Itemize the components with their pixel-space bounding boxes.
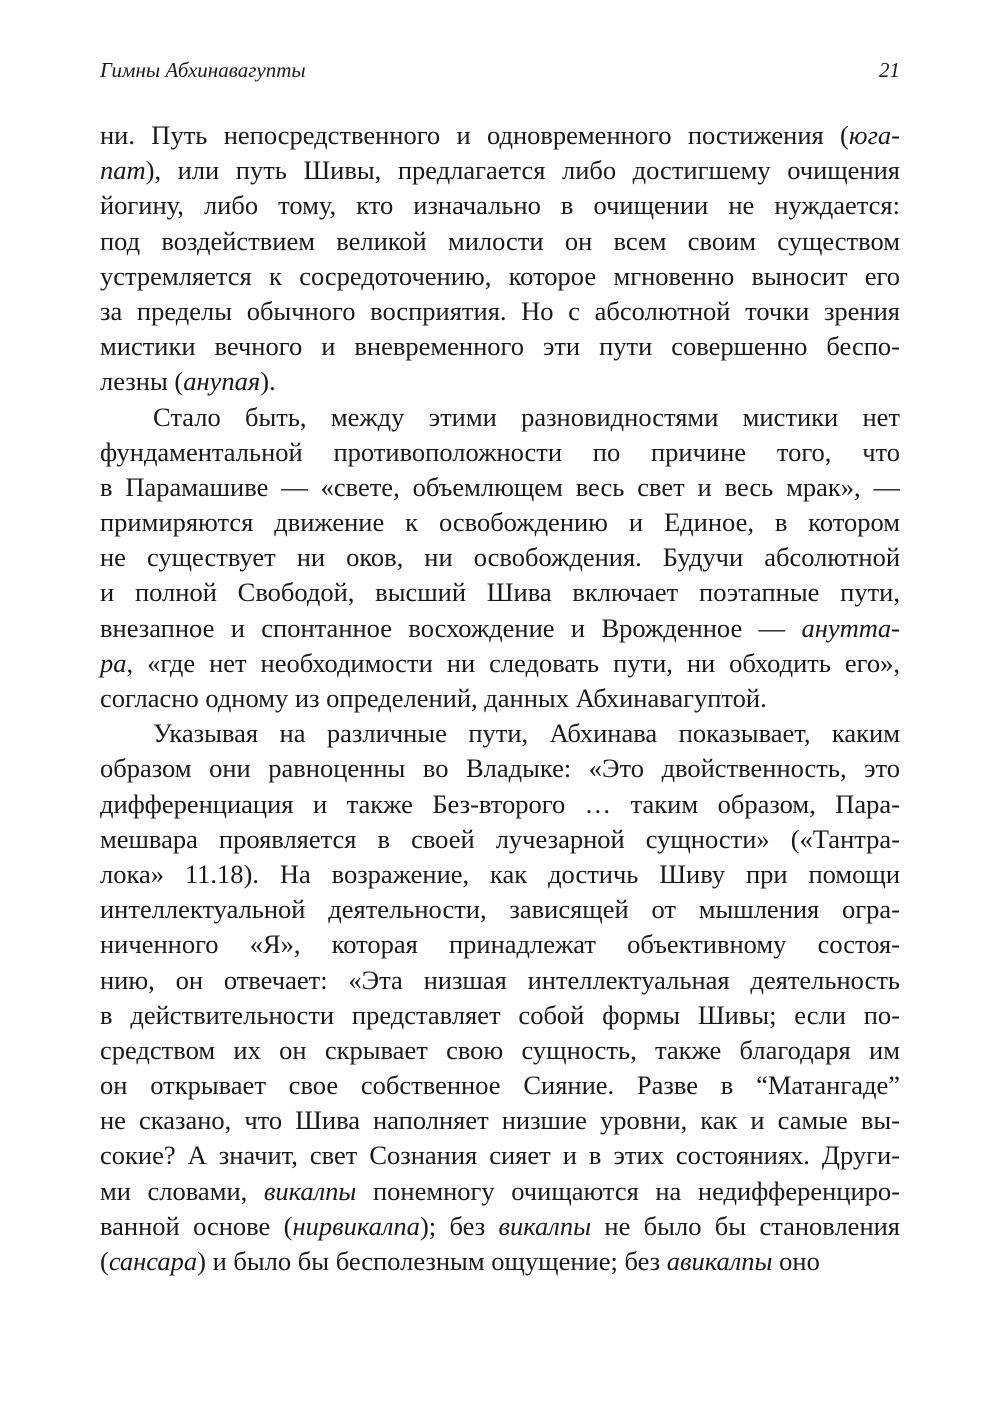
text-line — [100, 470, 900, 505]
text-line — [100, 751, 900, 786]
text-segment: оно — [772, 1246, 820, 1276]
text-segment: ниченного «Я», которая принадлежат объективному состоя- — [100, 929, 900, 960]
text-line — [100, 1138, 900, 1173]
italic-term: викалпы — [498, 1210, 592, 1241]
text-line — [100, 153, 900, 188]
paragraph — [100, 716, 900, 1279]
text-line — [100, 435, 900, 470]
text-line — [100, 294, 900, 329]
running-head-title: Гимны Абхинавагупты — [100, 58, 306, 82]
italic-term: юга- — [848, 120, 900, 150]
text-line — [100, 787, 900, 822]
text-segment: он открывает свое собственное Сияние. Разве в “Матангаде” — [100, 1070, 900, 1101]
text-line — [100, 224, 900, 259]
text-line — [100, 646, 900, 681]
text-line — [100, 188, 900, 223]
text-segment: ми словами, — [100, 1175, 264, 1206]
text-segment: дифференциация и также Без-второго … таким образом, Пара- — [100, 788, 900, 819]
italic-term: викалпы — [263, 1175, 357, 1206]
text-line — [100, 505, 900, 540]
text-segment: примиряются движение к освобождению и Единое, в котором — [100, 507, 900, 538]
paragraph — [100, 400, 900, 717]
text-segment: интеллектуальной деятельности, зависящей от мышления огра- — [100, 894, 900, 925]
text-line — [100, 1174, 900, 1209]
text-segment: Стало быть, между этими разновидностями мистики нет — [153, 401, 900, 432]
text-segment: не было бы становления — [591, 1210, 900, 1241]
text-segment: в действительности представляет собой формы Шивы; если по- — [100, 999, 900, 1030]
text-line — [100, 927, 900, 962]
text-segment: под воздействием великой милости он всем своим существом — [100, 225, 900, 256]
text-segment: не сказано, что Шива наполняет низшие уровни, как и самые вы- — [100, 1105, 900, 1136]
italic-term: нирвикалпа — [292, 1210, 420, 1241]
text-segment: йогину, либо тому, кто изначально в очищении не нуждается: — [100, 190, 900, 221]
text-segment: ни. Путь непосредственного и одновременного постижения ( — [100, 120, 849, 150]
text-segment: мешвара проявляется в своей лучезарной сущности» («Тантра- — [100, 823, 900, 854]
text-line — [100, 963, 900, 998]
text-segment: понемногу очищаются на недифференциро- — [356, 1175, 900, 1206]
text-line — [100, 892, 900, 927]
italic-term: ануттa- — [801, 612, 900, 643]
text-line — [100, 716, 900, 751]
text-line — [100, 1244, 900, 1279]
text-line — [100, 364, 900, 399]
italic-term: пат — [100, 155, 146, 186]
text-segment: в Парамашиве — «свете, объемлющем весь свет и весь мрак», — — [100, 471, 900, 502]
text-line — [100, 1209, 900, 1244]
text-line — [100, 1033, 900, 1068]
text-segment: сокие? А значит, свет Сознания сияет и в этих состояниях. Други- — [100, 1140, 900, 1171]
text-segment: нию, он отвечает: «Эта низшая интеллектуальная деятельность — [100, 964, 900, 995]
text-segment: лока» 11.18). На возражение, как достичь Шиву при помощи — [100, 858, 900, 889]
text-segment: Указывая на различные пути, Абхинава показывает, каким — [153, 718, 900, 749]
text-line — [100, 998, 900, 1033]
body-text — [100, 118, 900, 1279]
text-segment: внезапное и спонтанное восхождение и Врожденное — — [100, 612, 802, 643]
running-head — [100, 58, 900, 94]
text-segment: ); без — [419, 1210, 499, 1241]
text-line — [100, 259, 900, 294]
text-line — [100, 1068, 900, 1103]
text-line — [100, 857, 900, 892]
text-segment: не существует ни оков, ни освобождения. Будучи абсолютной — [100, 542, 900, 573]
paragraph — [100, 118, 900, 400]
text-segment: ). — [260, 366, 276, 397]
text-segment: ( — [100, 1246, 109, 1276]
italic-term: ра — [100, 647, 127, 678]
text-segment: образом они равноценны во Владыке: «Это двойственность, это — [100, 753, 900, 784]
text-line — [100, 575, 900, 610]
text-line — [100, 540, 900, 575]
italic-term: авикалпы — [666, 1246, 773, 1276]
text-segment: и полной Свободой, высший Шива включает поэтапные пути, — [100, 577, 900, 608]
text-line — [100, 681, 900, 716]
text-segment: фундаментальной противоположности по причине того, что — [100, 436, 900, 467]
text-segment: мистики вечного и вневременного эти пути совершенно беспо- — [100, 331, 900, 362]
text-line — [100, 329, 900, 364]
page-number: 21 — [879, 58, 900, 82]
text-line — [100, 1103, 900, 1138]
text-segment: ) и было бы бесполезным ощущение; без — [197, 1246, 667, 1276]
text-line — [100, 611, 900, 646]
text-segment: , «где нет необходимости ни следовать пути, ни обходить его», — [126, 647, 900, 678]
text-segment: устремляется к сосредоточению, которое мгновенно выносит его — [100, 260, 900, 291]
text-segment: средством их он скрывает свою сущность, также благодаря им — [100, 1034, 900, 1065]
italic-term: сансара — [108, 1246, 198, 1276]
text-segment: лезны ( — [100, 366, 184, 397]
text-segment: за пределы обычного восприятия. Но с абсолютной точки зрения — [100, 295, 900, 326]
text-segment: ), или путь Шивы, предлагается либо достигшему очищения — [145, 155, 900, 186]
text-segment: согласно одному из определений, данных Абхинавагуптой. — [100, 683, 767, 713]
italic-term: анупая — [183, 366, 261, 397]
text-line — [100, 400, 900, 435]
text-line — [100, 118, 900, 153]
text-line — [100, 822, 900, 857]
text-segment: ванной основе ( — [100, 1210, 293, 1241]
